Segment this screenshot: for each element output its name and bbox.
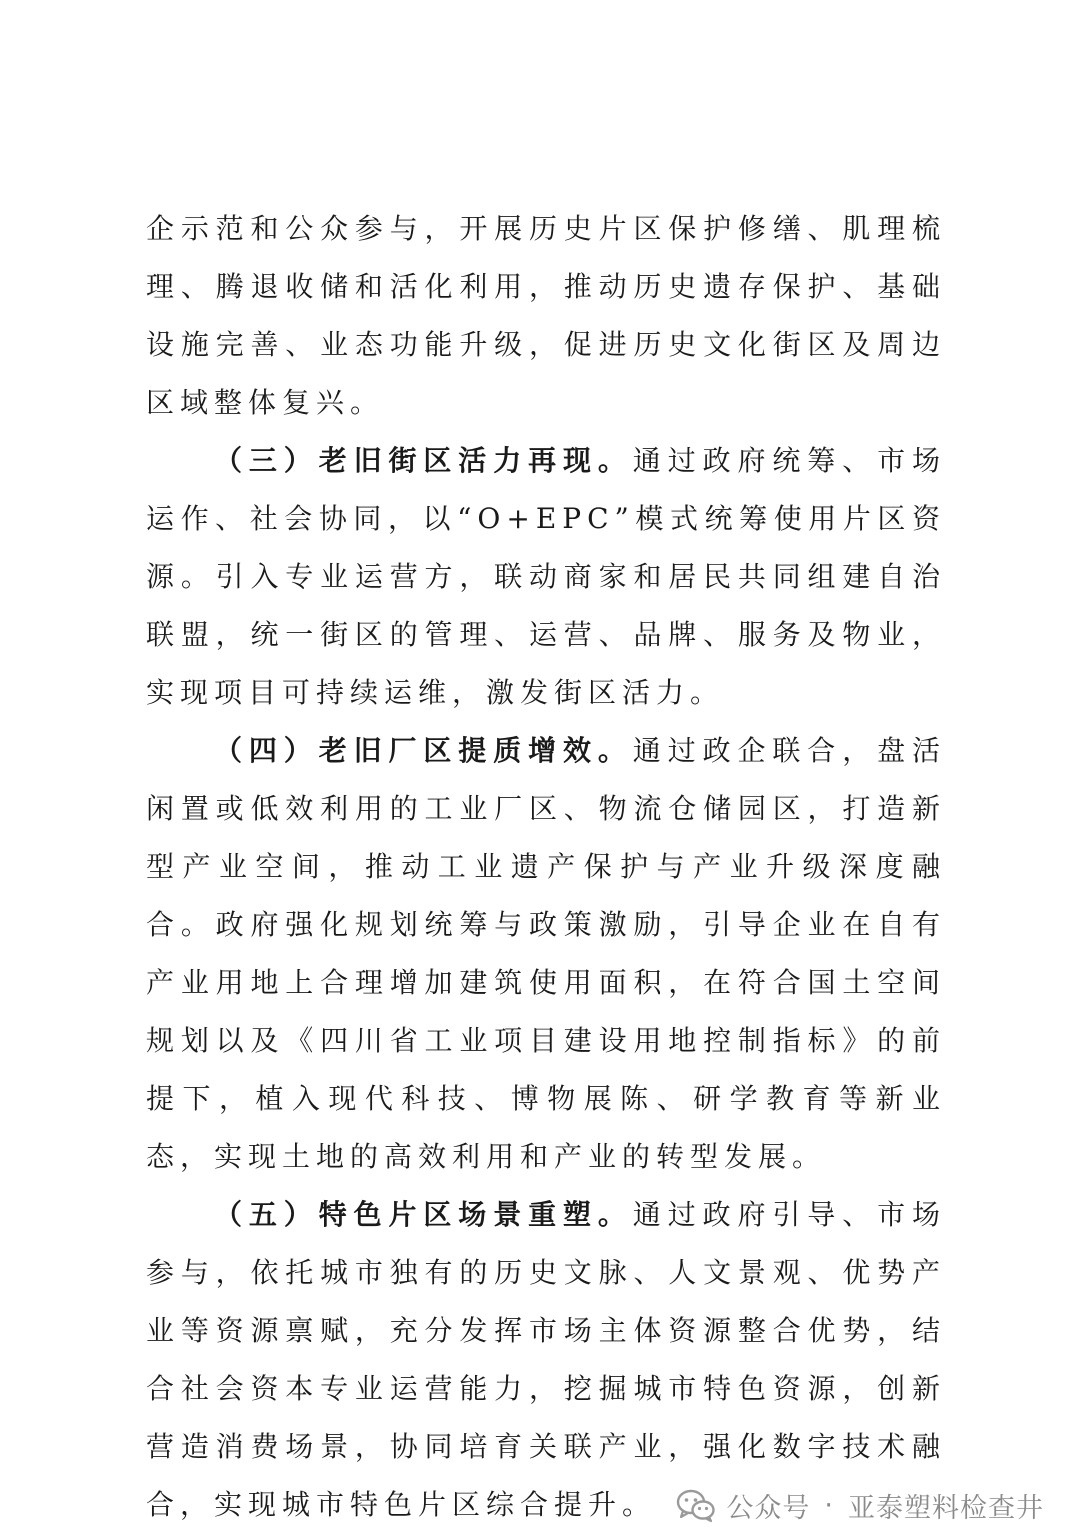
paragraph-continuation [146,200,946,432]
paragraph-heading: （四）老旧厂区提质增效。 [214,734,633,767]
paragraph-text: 通过政企联合，盘活闲置或低效利用的工业厂区、物流仓储园区，打造新型产业空间，推动工业遗产保护与产业升级深度融合。政府强化规划统筹与政策激励，引导企业在自有产业用地上合理增加建筑使用面积，在符合国土空间规划以及《四川省工业项目建设用地控制指标》的前提下，植入现代科技、博物展陈、研学教育等新业态，实现土地的高效利用和产业的转型发展。 [146,734,946,1173]
paragraph-text: 通过政府统筹、市场运作、社会协同，以“O+EPC”模式统筹使用片区资源。引入专业运营方，联动商家和居民共同组建自治联盟，统一街区的管理、运营、品牌、服务及物业，实现项目可持续运维，激发街区活力。 [146,444,946,709]
paragraph-text: 企示范和公众参与，开展历史片区保护修缮、肌理梳理、腾退收储和活化利用，推动历史遗存保护、基础设施完善、业态功能升级，促进历史文化街区及周边区域整体复兴。 [146,212,946,419]
document-body [146,200,946,1534]
paragraph-text: 通过政府引导、市场参与，依托城市独有的历史文脉、人文景观、优势产业等资源禀赋，充分发挥市场主体资源整合优势，结合社会资本专业运营能力，挖掘城市特色资源，创新营造消费场景，协同培育关联产业，强化数字技术融合，实现城市特色片区综合提升。 [146,1198,946,1521]
paragraph-heading: （三）老旧街区活力再现。 [214,444,633,477]
wechat-icon [676,1489,716,1523]
paragraph-heading: （五）特色片区场景重塑。 [214,1198,633,1231]
paragraph-old-factories [146,722,946,1186]
paragraph-old-streets [146,432,946,722]
watermark-account: 亚泰塑料检查井 [848,1493,1044,1524]
wechat-watermark [676,1486,1044,1525]
watermark-label: 公众号 [726,1493,811,1524]
watermark-separator: · [824,1490,834,1521]
paragraph-featured-districts [146,1186,946,1534]
